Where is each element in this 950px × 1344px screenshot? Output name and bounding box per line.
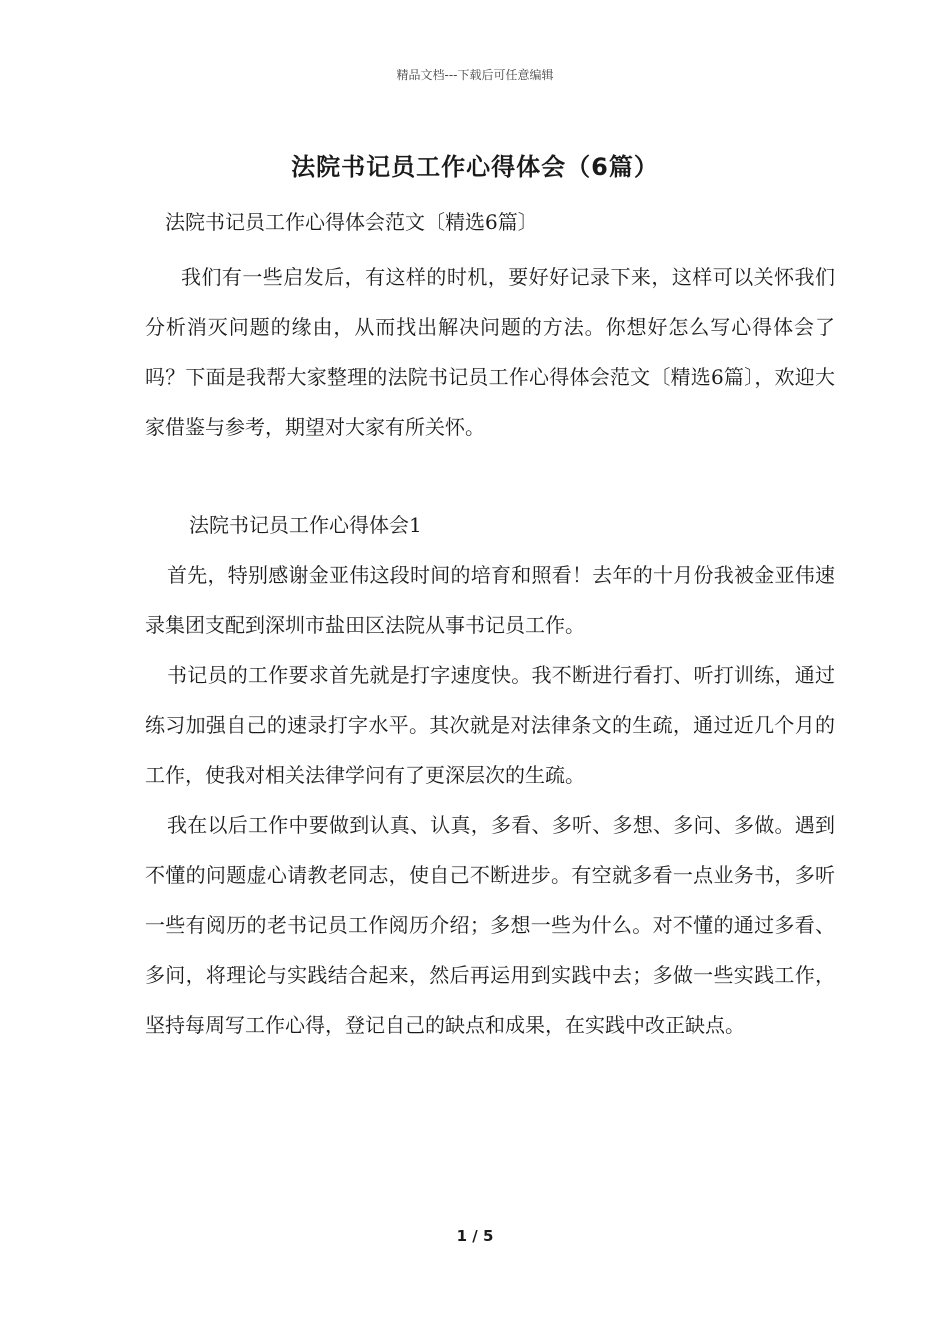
body-paragraph: 首先，特别感谢金亚伟这段时间的培育和照看！去年的十月份我被金亚伟速录集团支配到深圳市盐田区法院从事书记员工作。 [145,563,835,637]
document-subtitle: 法院书记员工作心得体会范文〔精选6篇〕 [165,210,538,234]
section-heading: 法院书记员工作心得体会1 [189,513,422,537]
header-note: 精品文档---下载后可任意编辑 [396,68,554,82]
body-paragraph: 我在以后工作中要做到认真、认真，多看、多听、多想、多问、多做。遇到不懂的问题虚心请教老同志，使自己不断进步。有空就多看一点业务书，多听一些有阅历的老书记员工作阅历介绍；多想一些为什么。对不懂的通过多看、多问，将理论与实践结合起来，然后再运用到实践中去；多做一些实践工作，坚持每周写工作心得，登记自己的缺点和成果，在实践中改正缺点。 [145,813,835,1037]
intro-paragraph: 我们有一些启发后，有这样的时机，要好好记录下来，这样可以关怀我们分析消灭问题的缘由，从而找出解决问题的方法。你想好怎么写心得体会了吗？下面是我帮大家整理的法院书记员工作心得体会范文〔精选6篇〕，欢迎大家借鉴与参考，期望对大家有所关怀。 [145,265,835,439]
page-number: 1 / 5 [456,1227,494,1245]
document-body [145,252,835,1050]
document-title: 法院书记员工作心得体会（6篇） [291,153,659,181]
body-paragraph: 书记员的工作要求首先就是打字速度快。我不断进行看打、听打训练，通过练习加强自己的速录打字水平。其次就是对法律条文的生疏，通过近几个月的工作，使我对相关法律学问有了更深层次的生疏。 [145,663,835,787]
